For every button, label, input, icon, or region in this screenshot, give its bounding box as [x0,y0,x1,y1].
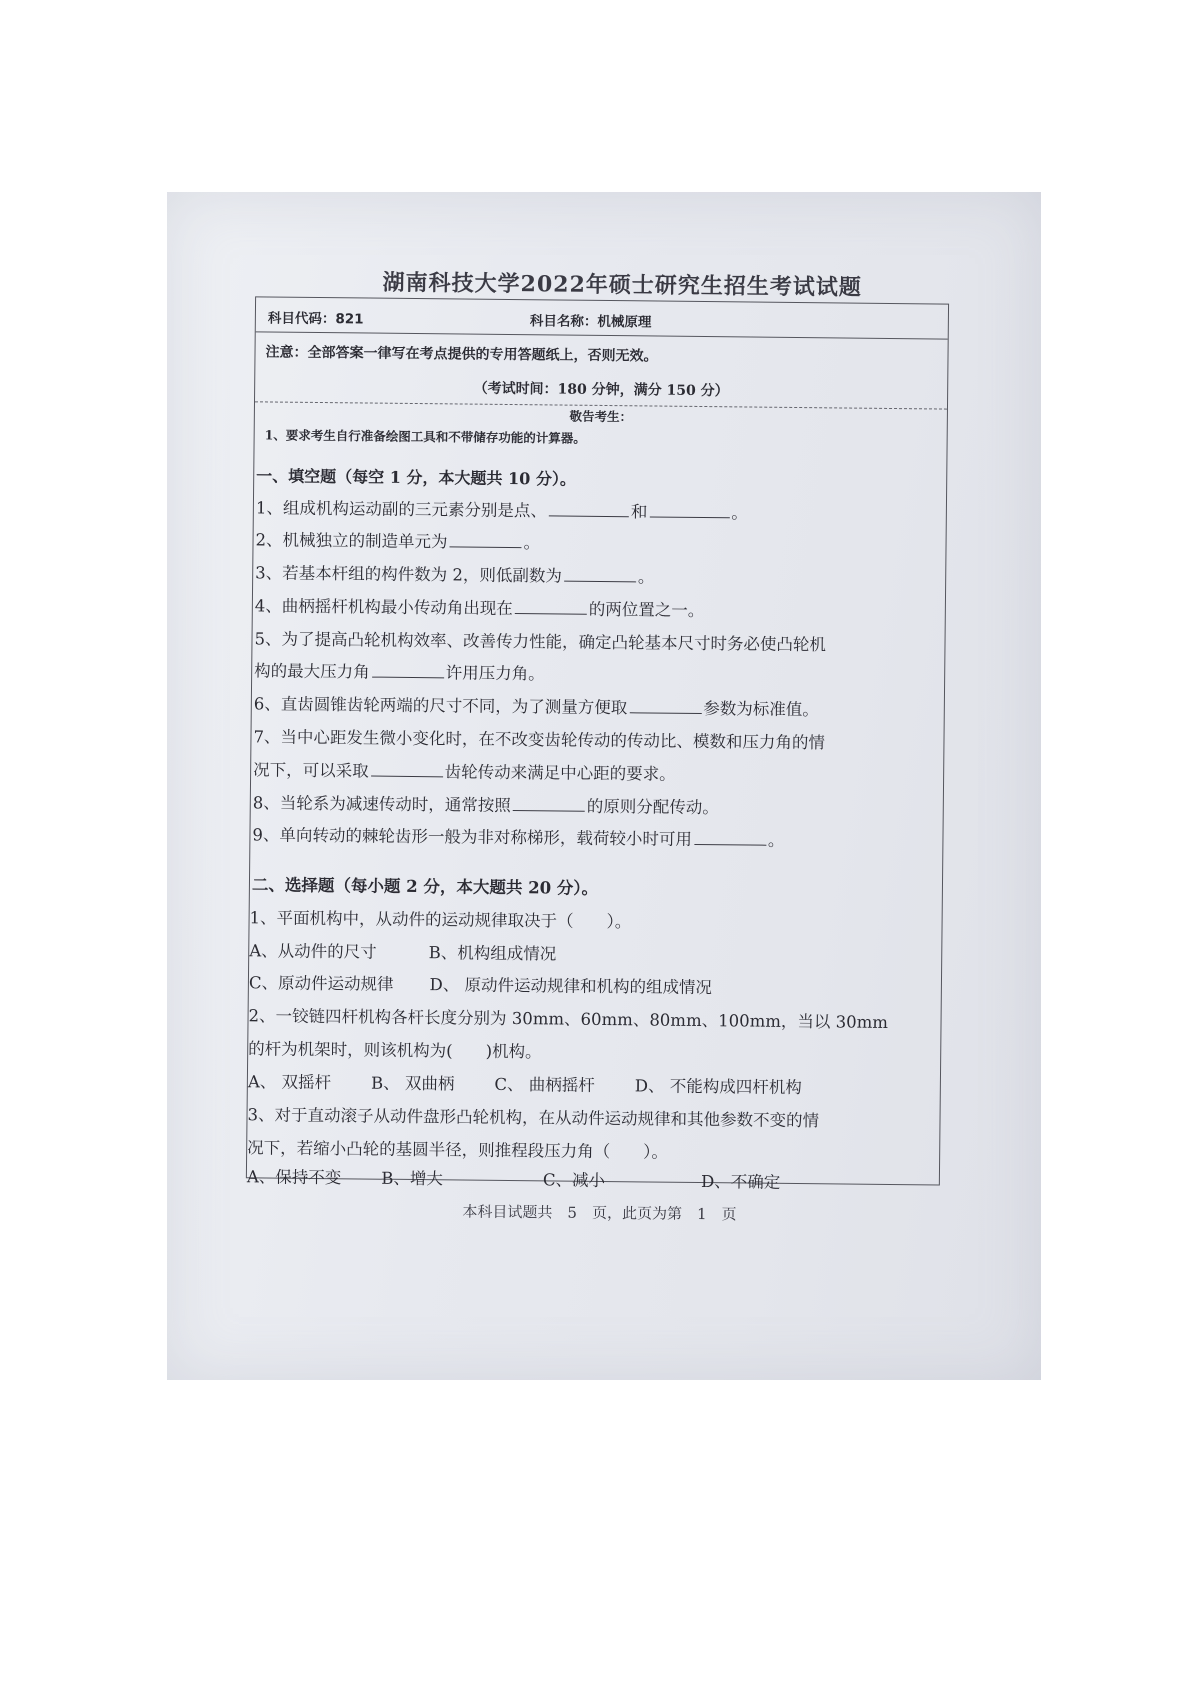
q2-text-b: 。 [523,533,541,553]
warning-title: 敬告考生： [569,408,633,425]
q1-option-b: B、机构组成情况 [428,943,557,964]
subject-code: 科目代码：821 [267,310,364,328]
fill-question-1 [256,494,748,523]
q1-option-a: A、从动件的尺寸 [249,941,377,962]
q1-option-d: D、 原动件运动规律和机构的组成情况 [429,975,713,998]
q1-text-b: 和 [630,502,648,522]
fill-question-5-line2 [254,657,545,684]
exam-time-and-score: （考试时间：180 分钟，满分 150 分） [473,380,729,400]
choice-question-3-line2: 况下，若缩小凸轮的基圆半径，则推程段压力角（ ）。 [247,1138,669,1162]
q9-text-b: 。 [767,830,785,850]
q2-option-d: D、 不能构成四杆机构 [634,1076,802,1098]
q1-text: 1、组成机构运动副的三元素分别是点、 [255,498,547,521]
exam-sheet [161,187,1047,1384]
q3-option-c: C、减小 [542,1170,606,1191]
fill-question-6 [254,690,819,720]
answer-blank [513,794,585,812]
choice-question-2-line2: 的杆为机架时，则该机构为( )机构。 [248,1039,542,1062]
fill-question-7-line2 [253,756,676,784]
subject-name: 科目名称：机械原理 [529,313,652,331]
subject-header-row [256,297,948,339]
q2-option-c: C、 曲柄摇杆 [494,1074,595,1095]
answer-blank [649,500,729,518]
fill-question-4 [255,592,705,621]
choice-question-3-line1: 3、对于直动滚子从动件盘形凸轮机构，在从动件运动规律和其他参数不变的情 [247,1105,820,1131]
q5-text: 构的最大压力角 [254,661,370,682]
fill-question-7-line1: 7、当中心距发生微小变化时，在不改变齿轮传动的传动比、模数和压力角的情 [253,727,826,753]
q3-option-b: B、增大 [381,1168,444,1189]
q7-text: 况下，可以采取 [253,760,369,781]
section1-heading: 一、填空题（每空 1 分，本大题共 10 分）。 [256,466,576,489]
answer-blank [515,597,587,615]
fill-question-8 [253,789,719,818]
q3-option-d: D、不确定 [700,1172,781,1192]
section2-heading: 二、选择题（每小题 2 分，本大题共 20 分）。 [251,875,599,898]
photographed-exam-sheet [167,192,1041,1380]
exam-title: 湖南科技大学2022年硕士研究生招生考试试题 [382,269,862,301]
answer-blank [449,530,521,548]
q8-text-b: 的原则分配传动。 [586,796,719,818]
page-footer: 本科目试题共 5 页，此页为第 1 页 [462,1202,737,1224]
warning-item: 1、要求考生自行准备绘图工具和不带储存功能的计算器。 [264,427,586,446]
fill-question-2 [255,526,540,553]
q7-text-b: 齿轮传动来满足中心距的要求。 [444,762,676,784]
choice-question-1: 1、平面机构中，从动件的运动规律取决于（ ）。 [249,908,632,932]
answer-blank [372,660,444,678]
q5-text-b: 许用压力角。 [445,663,545,684]
q3-text-b: 。 [637,567,655,587]
q9-text: 9、单向转动的棘轮齿形一般为非对称梯形，载荷较小时可用 [252,825,693,849]
q4-text: 4、曲柄摇杆机构最小传动角出现在 [254,596,513,619]
choice-q2-options [248,1068,802,1098]
answer-blank [694,827,766,845]
fill-question-3 [255,559,654,587]
answer-blank [371,759,443,777]
q1-option-c: C、原动件运动规律 [248,973,394,994]
q2-option-a: A、 双摇杆 [247,1072,332,1093]
choice-q1-options-row2 [249,969,712,998]
answer-blank [549,499,629,517]
q3-option-a: A、保持不变 [246,1167,342,1188]
q2-option-b: B、 双曲柄 [370,1073,455,1094]
choice-q1-options-row1 [249,937,556,964]
choice-question-2-line1: 2、一铰链四杆机构各杆长度分别为 30mm、60mm、80mm、100mm，当以 30mm [248,1006,889,1032]
q6-text: 6、直齿圆锥齿轮两端的尺寸不同，为了测量方便取 [253,694,628,718]
q1-text-c: 。 [731,503,748,523]
exam-frame [246,296,949,1192]
answer-notice: 注意：全部答案一律写在考点提供的专用答题纸上，否则无效。 [265,344,658,365]
q3-text: 3、若基本杆组的构件数为 2，则低副数为 [255,563,563,586]
fill-question-5-line1: 5、为了提高凸轮机构效率、改善传力性能，确定凸轮基本尺寸时务必使凸轮机 [254,629,827,655]
q8-text: 8、当轮系为减速传动时，通常按照 [252,793,511,816]
fill-question-9 [252,821,784,851]
answer-blank [629,696,701,714]
q2-text: 2、机械独立的制造单元为 [255,530,448,552]
q6-text-b: 参数为标准值。 [703,699,819,720]
answer-blank [564,564,636,582]
q4-text-b: 的两位置之一。 [588,599,705,621]
choice-q3-options [247,1163,781,1193]
